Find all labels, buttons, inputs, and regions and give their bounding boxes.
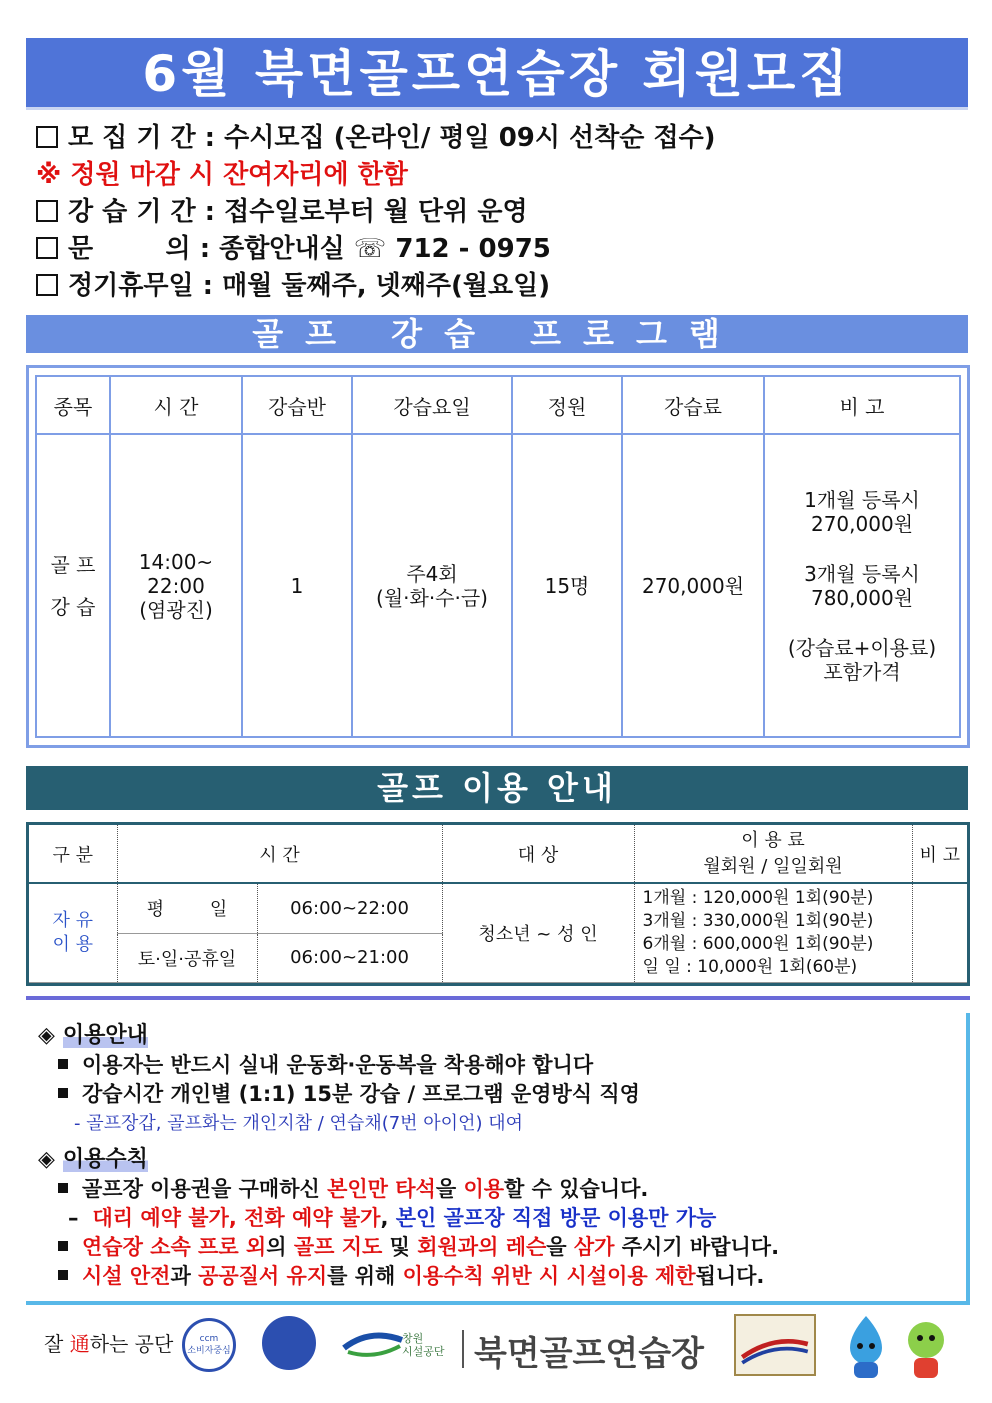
header-note: 비 고	[764, 376, 960, 434]
rule-text: ,	[380, 1206, 396, 1230]
guide-item	[38, 1080, 966, 1109]
slogan-highlight: 通	[69, 1332, 90, 1356]
rule-text: 를 위해	[327, 1264, 403, 1288]
weekend-label: 토·일·공휴일	[117, 933, 257, 982]
fee-line: 3개월 : 330,000원 1회(90분)	[642, 911, 874, 931]
rule-highlight: 시설 안전	[82, 1264, 171, 1288]
days-line: (월·화·수·금)	[376, 585, 488, 610]
mascot-blue-icon	[838, 1314, 894, 1380]
square-bullet-icon	[58, 1088, 68, 1098]
rule-highlight: 본인 골프장 직접 방문 이용만 가능	[395, 1206, 717, 1230]
program-header-row	[36, 376, 960, 434]
rules-title: 이용수칙	[62, 1147, 148, 1172]
header-category: 구 분	[29, 825, 117, 883]
header-fee	[634, 825, 912, 883]
fee-line: 6개월 : 600,000원 1회(90분)	[642, 934, 874, 954]
guide-item-text: 강습시간 개인별 (1:1) 15분 강습 / 프로그램 운영방식 직영	[82, 1082, 640, 1106]
fee-cell	[634, 883, 912, 983]
header-time: 시 간	[117, 825, 442, 883]
usage-row-weekday	[29, 883, 967, 933]
note-line: 3개월 등록시	[804, 561, 920, 586]
header-class: 강습반	[242, 376, 352, 434]
weekday-time: 06:00~22:00	[257, 883, 442, 933]
rule-text: 할 수 있습니다.	[504, 1177, 649, 1201]
header-target: 대 상	[442, 825, 634, 883]
days-line: 주4회	[406, 561, 458, 586]
square-bullet-icon	[58, 1059, 68, 1069]
note-line: 270,000원	[810, 511, 914, 536]
capacity-notice: ※ 정원 마감 시 잔여자리에 한함	[36, 160, 408, 190]
rules-heading	[38, 1145, 966, 1175]
rule-text: 의	[266, 1235, 294, 1259]
time-line: 22:00	[147, 573, 205, 598]
lesson-period	[36, 194, 956, 231]
header-fee: 강습료	[622, 376, 764, 434]
dash-bullet: –	[68, 1206, 79, 1230]
page-title: 6월 북면골프연습장 회원모집	[26, 38, 968, 110]
recruit-period	[36, 120, 956, 157]
fee-header-line: 월회원 / 일일회원	[703, 855, 843, 877]
cell-capacity: 15명	[512, 434, 622, 737]
usage-header-row	[29, 825, 967, 883]
cell-time	[110, 434, 242, 737]
lesson-period-value: 접수일로부터 월 단위 운영	[224, 197, 528, 227]
header-days: 강습요일	[352, 376, 512, 434]
header-capacity: 정원	[512, 376, 622, 434]
cell-class: 1	[242, 434, 352, 737]
org-line: 창원	[402, 1332, 424, 1345]
checkbox-square-icon	[36, 200, 58, 222]
rule-text: 및	[382, 1235, 418, 1259]
guide-sub-note: - 골프장갑, 골프화는 개인지참 / 연습채(7번 아이언) 대여	[74, 1113, 523, 1134]
event-line: 강 습	[50, 594, 96, 619]
facility-name: 북면골프연습장	[474, 1334, 704, 1374]
rule-highlight: 이용	[463, 1177, 505, 1201]
square-bullet-icon	[58, 1183, 68, 1193]
org-name	[402, 1332, 445, 1358]
event-line: 골 프	[50, 552, 96, 577]
closed-days	[36, 268, 956, 305]
slogan-text: 하는 공단	[89, 1332, 174, 1356]
rule-text: 을	[546, 1235, 574, 1259]
square-bullet-icon	[58, 1270, 68, 1280]
recruit-info	[36, 120, 956, 305]
fee-line: 일 일 : 10,000원 1회(60분)	[642, 957, 858, 977]
note-cell	[912, 883, 967, 983]
certificate-icon	[734, 1314, 816, 1376]
usage-table-wrapper	[26, 822, 970, 986]
rule-highlight: 대리 예약 불가, 전화 예약 불가	[92, 1206, 381, 1230]
note-line: (강습료+이용료)	[787, 635, 937, 660]
section-divider	[26, 996, 970, 1000]
program-row	[36, 434, 960, 737]
badge-text: 소비자중심	[187, 1346, 231, 1356]
closed-days-label: 정기휴무일 :	[68, 271, 223, 301]
header-event: 종목	[36, 376, 110, 434]
rule-text: 됩니다.	[695, 1264, 765, 1288]
rule-text: 주시기 바랍니다.	[614, 1235, 780, 1259]
target-cell: 청소년 ~ 성 인	[442, 883, 634, 983]
guide-heading	[38, 1021, 966, 1051]
note-line: 780,000원	[810, 585, 914, 610]
checkbox-square-icon	[36, 274, 58, 296]
slogan	[44, 1328, 173, 1357]
cell-note	[764, 434, 960, 737]
rule-highlight: 삼가	[573, 1235, 615, 1259]
recruit-period-value: 수시모집 (온라인/ 평일 09시 선착순 접수)	[224, 123, 716, 153]
instructor: (염광진)	[139, 597, 213, 622]
time-line: 14:00~	[138, 549, 214, 574]
emblem-badge-icon	[262, 1316, 316, 1370]
header-time: 시 간	[110, 376, 242, 434]
footer-separator	[462, 1330, 464, 1368]
rule-text: 과	[170, 1264, 199, 1288]
rule-highlight: 공공질서 유지	[198, 1264, 328, 1288]
rule-highlight: 본인만 타석	[327, 1177, 436, 1201]
square-bullet-icon	[58, 1241, 68, 1251]
program-table-wrapper	[26, 365, 970, 748]
rule-text: 을	[435, 1177, 464, 1201]
notes-section	[26, 1013, 970, 1305]
cell-fee: 270,000원	[622, 434, 764, 737]
rule-item	[38, 1204, 966, 1233]
footer	[0, 1310, 992, 1390]
guide-title: 이용안내	[62, 1023, 148, 1048]
checkbox-square-icon	[36, 237, 58, 259]
ccm-badge-icon	[182, 1318, 236, 1372]
checkbox-square-icon	[36, 126, 58, 148]
rule-highlight: 회원과의 레슨	[417, 1235, 547, 1259]
note-line: 포함가격	[823, 659, 901, 684]
contact	[36, 231, 956, 268]
mascot-green-icon	[898, 1314, 954, 1380]
fee-header-line: 이 용 료	[741, 829, 805, 851]
free-use-line: 자 유	[52, 910, 93, 931]
note-line: 1개월 등록시	[804, 487, 920, 512]
cell-days	[352, 434, 512, 737]
rule-text: 골프장 이용권을 구매하신	[82, 1177, 328, 1201]
closed-days-value: 매월 둘째주, 넷째주(월요일)	[222, 271, 551, 301]
contact-label: 문 의 :	[68, 234, 220, 264]
program-section-title: 골프 강습 프로그램	[26, 315, 968, 353]
guide-item-text: 이용자는 반드시 실내 운동화·운동복을 착용해야 합니다	[82, 1053, 594, 1077]
rule-highlight: 이용수칙 위반 시 시설이용 제한	[402, 1264, 696, 1288]
free-use-cell	[29, 883, 117, 983]
free-use-line: 이 용	[52, 934, 93, 955]
weekend-time: 06:00~21:00	[257, 933, 442, 982]
rule-highlight: 골프 지도	[293, 1235, 383, 1259]
usage-table	[29, 825, 967, 983]
usage-section-title: 골프 이용 안내	[26, 766, 968, 810]
weekday-label: 평 일	[117, 883, 257, 933]
badge-text: ccm	[199, 1334, 219, 1344]
contact-value: 종합안내실 ☏ 712 - 0975	[219, 234, 551, 264]
slogan-text: 잘	[44, 1332, 70, 1356]
org-line: 시설공단	[402, 1345, 445, 1358]
cell-event	[36, 434, 110, 737]
recruit-period-label: 모 집 기 간 :	[68, 123, 225, 153]
corporation-logo-icon	[340, 1326, 410, 1360]
guide-item	[38, 1051, 966, 1080]
diamond-icon: ◈	[38, 1147, 55, 1172]
rule-item	[38, 1262, 966, 1291]
rule-item	[38, 1233, 966, 1262]
rule-highlight: 연습장 소속 프로 외	[82, 1235, 267, 1259]
fee-line: 1개월 : 120,000원 1회(90분)	[642, 888, 874, 908]
diamond-icon: ◈	[38, 1023, 55, 1048]
header-note: 비 고	[912, 825, 967, 883]
program-table	[35, 375, 961, 738]
lesson-period-label: 강 습 기 간 :	[68, 197, 225, 227]
rule-item	[38, 1175, 966, 1204]
